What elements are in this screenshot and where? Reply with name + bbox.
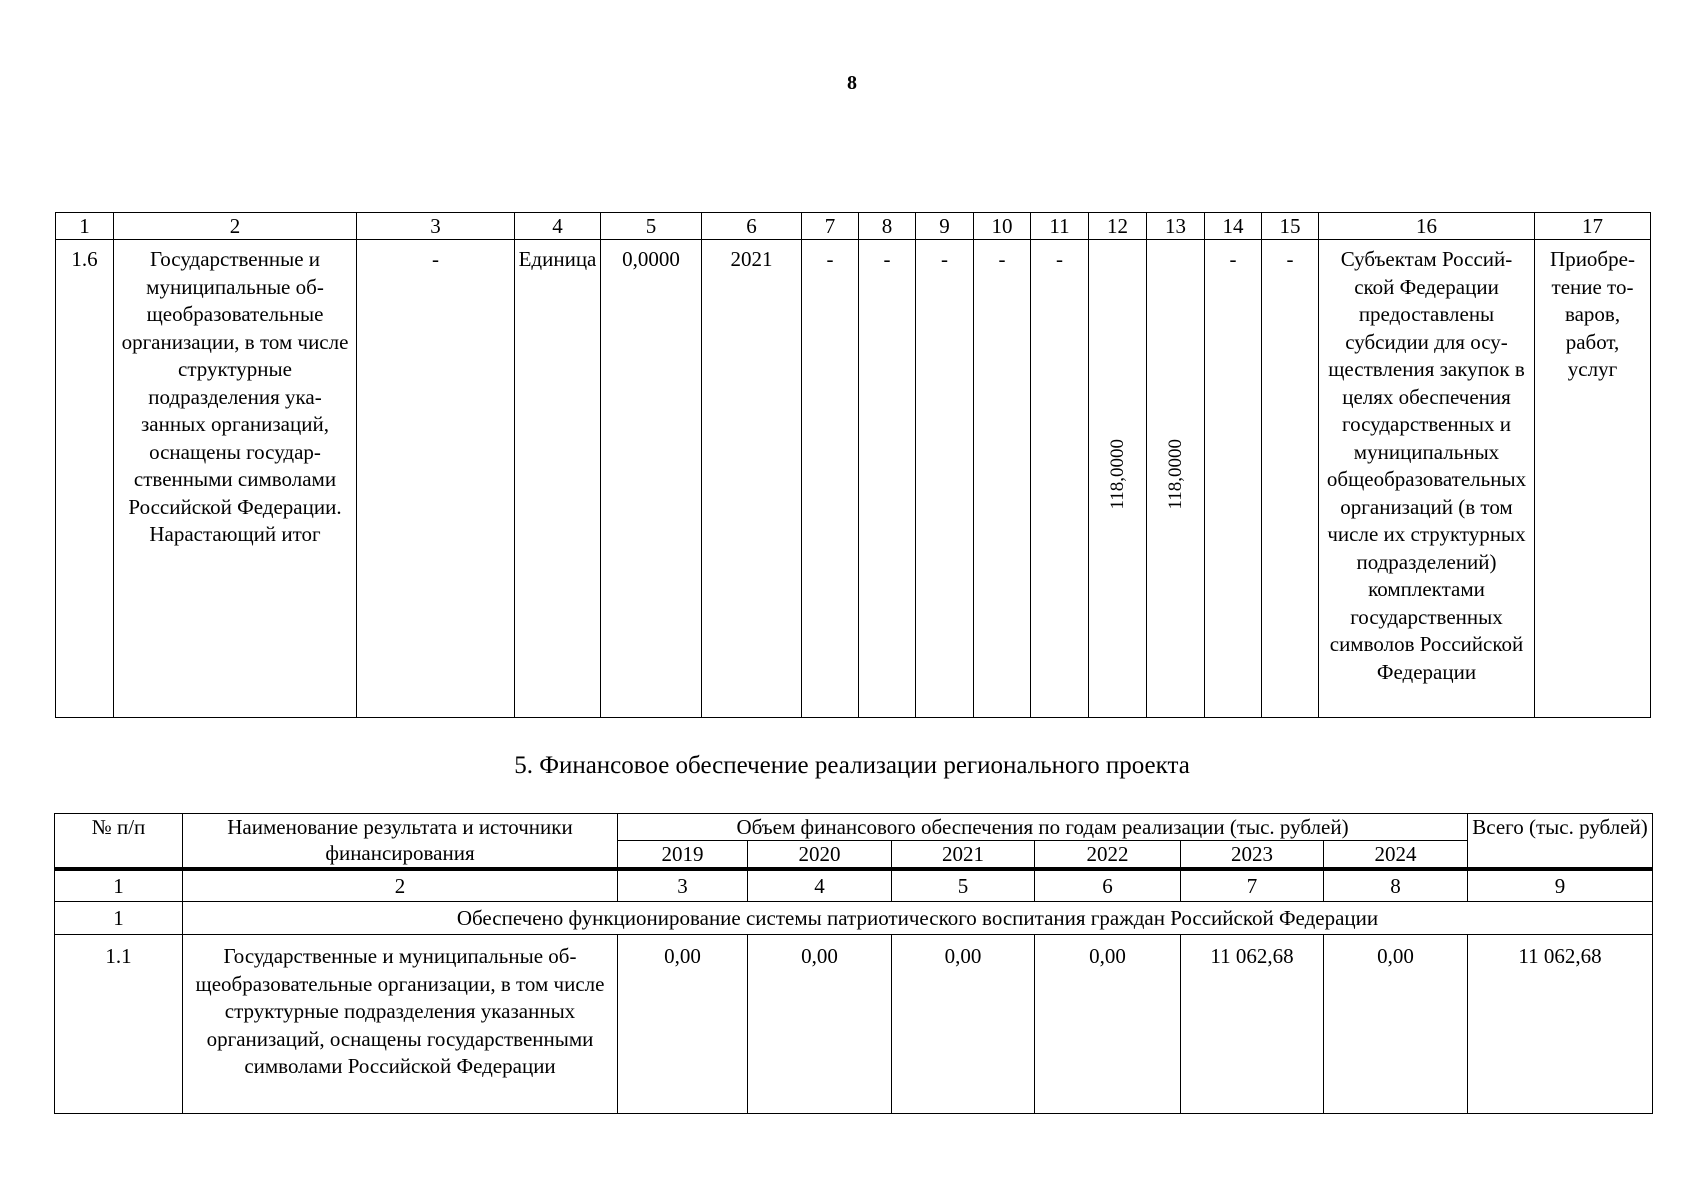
table-row — [56, 240, 1651, 718]
header-number: № п/п — [55, 814, 183, 870]
cell-value: - — [802, 240, 859, 718]
column-number: 1 — [55, 869, 183, 902]
group-row — [55, 902, 1653, 935]
column-number: 17 — [1535, 213, 1651, 240]
column-numbers-row — [55, 869, 1653, 902]
year-header: 2020 — [748, 841, 892, 870]
table-header-row — [56, 213, 1651, 240]
page-number: 8 — [847, 72, 857, 94]
year-header: 2023 — [1181, 841, 1324, 870]
cell-value: - — [1205, 240, 1262, 718]
year-cell: 2021 — [702, 240, 802, 718]
result-name: Государственные и муниципальные общеобразовательные организации, в том числе структурные подразделения указанных организаций, оснащены государственными символами Российской Федерации — [183, 935, 618, 1114]
year-header: 2024 — [1324, 841, 1468, 870]
cell-value: - — [1031, 240, 1089, 718]
year-value: 0,00 — [1035, 935, 1181, 1114]
year-value: 0,00 — [748, 935, 892, 1114]
year-value: 0,00 — [618, 935, 748, 1114]
column-number: 9 — [1468, 869, 1653, 902]
column-number: 4 — [515, 213, 601, 240]
table-row — [55, 935, 1653, 1114]
row-number: 1.6 — [56, 240, 114, 718]
column-number: 13 — [1147, 213, 1205, 240]
result-name: Государственные и муниципальные общеобразовательные организации, в том числе структурные подразделения указанных организаций, оснащены государственными символами Российской Федерации. Нарастающий итог — [114, 240, 357, 718]
column-number: 2 — [183, 869, 618, 902]
description-cell: Субъектам Российской Федерации предоставлены субсидии для осуществления закупок в целях обеспечения государственных и муниципальных общеобразовательных организаций (в том числе их структурных подразделений) комплектами государственных символов Российской Федерации — [1319, 240, 1535, 718]
vertical-value: 118,0000 — [1164, 439, 1186, 511]
cell-value: - — [1262, 240, 1319, 718]
type-cell: Приобретение товаров, работ, услуг — [1535, 240, 1651, 718]
column-number: 3 — [618, 869, 748, 902]
column-number: 10 — [974, 213, 1031, 240]
column-number: 16 — [1319, 213, 1535, 240]
year-header: 2022 — [1035, 841, 1181, 870]
column-number: 7 — [802, 213, 859, 240]
cell-value: - — [916, 240, 974, 718]
year-value: 0,00 — [1324, 935, 1468, 1114]
column-number: 6 — [702, 213, 802, 240]
column-number: 2 — [114, 213, 357, 240]
column-number: 7 — [1181, 869, 1324, 902]
vertical-value: 118,0000 — [1106, 439, 1128, 511]
indicators-table — [55, 212, 1651, 718]
column-number: 8 — [1324, 869, 1468, 902]
cell-value-vertical — [1089, 240, 1147, 718]
cell-value: - — [357, 240, 515, 718]
column-number: 8 — [859, 213, 916, 240]
group-title: Обеспечено функционирование системы патриотического воспитания граждан Российской Федерации — [183, 902, 1653, 935]
year-header: 2021 — [892, 841, 1035, 870]
header-total: Всего (тыс. рублей) — [1468, 814, 1653, 870]
cell-value: 0,0000 — [601, 240, 702, 718]
section-title: 5. Финансовое обеспечение реализации регионального проекта — [514, 752, 1190, 779]
cell-value-vertical — [1147, 240, 1205, 718]
year-header: 2019 — [618, 841, 748, 870]
header-name: Наименование результата и источники финансирования — [183, 814, 618, 870]
table-header-row — [55, 814, 1653, 841]
row-number: 1.1 — [55, 935, 183, 1114]
total-value: 11 062,68 — [1468, 935, 1653, 1114]
cell-value: - — [859, 240, 916, 718]
header-volume: Объем финансового обеспечения по годам реализации (тыс. рублей) — [618, 814, 1468, 841]
column-number: 12 — [1089, 213, 1147, 240]
column-number: 1 — [56, 213, 114, 240]
column-number: 5 — [892, 869, 1035, 902]
column-number: 5 — [601, 213, 702, 240]
column-number: 3 — [357, 213, 515, 240]
column-number: 14 — [1205, 213, 1262, 240]
column-number: 9 — [916, 213, 974, 240]
column-number: 15 — [1262, 213, 1319, 240]
cell-value: - — [974, 240, 1031, 718]
column-number: 6 — [1035, 869, 1181, 902]
year-value: 11 062,68 — [1181, 935, 1324, 1114]
group-number: 1 — [55, 902, 183, 935]
column-number: 11 — [1031, 213, 1089, 240]
year-value: 0,00 — [892, 935, 1035, 1114]
unit-cell: Единица — [515, 240, 601, 718]
column-number: 4 — [748, 869, 892, 902]
financing-table — [54, 813, 1653, 1114]
